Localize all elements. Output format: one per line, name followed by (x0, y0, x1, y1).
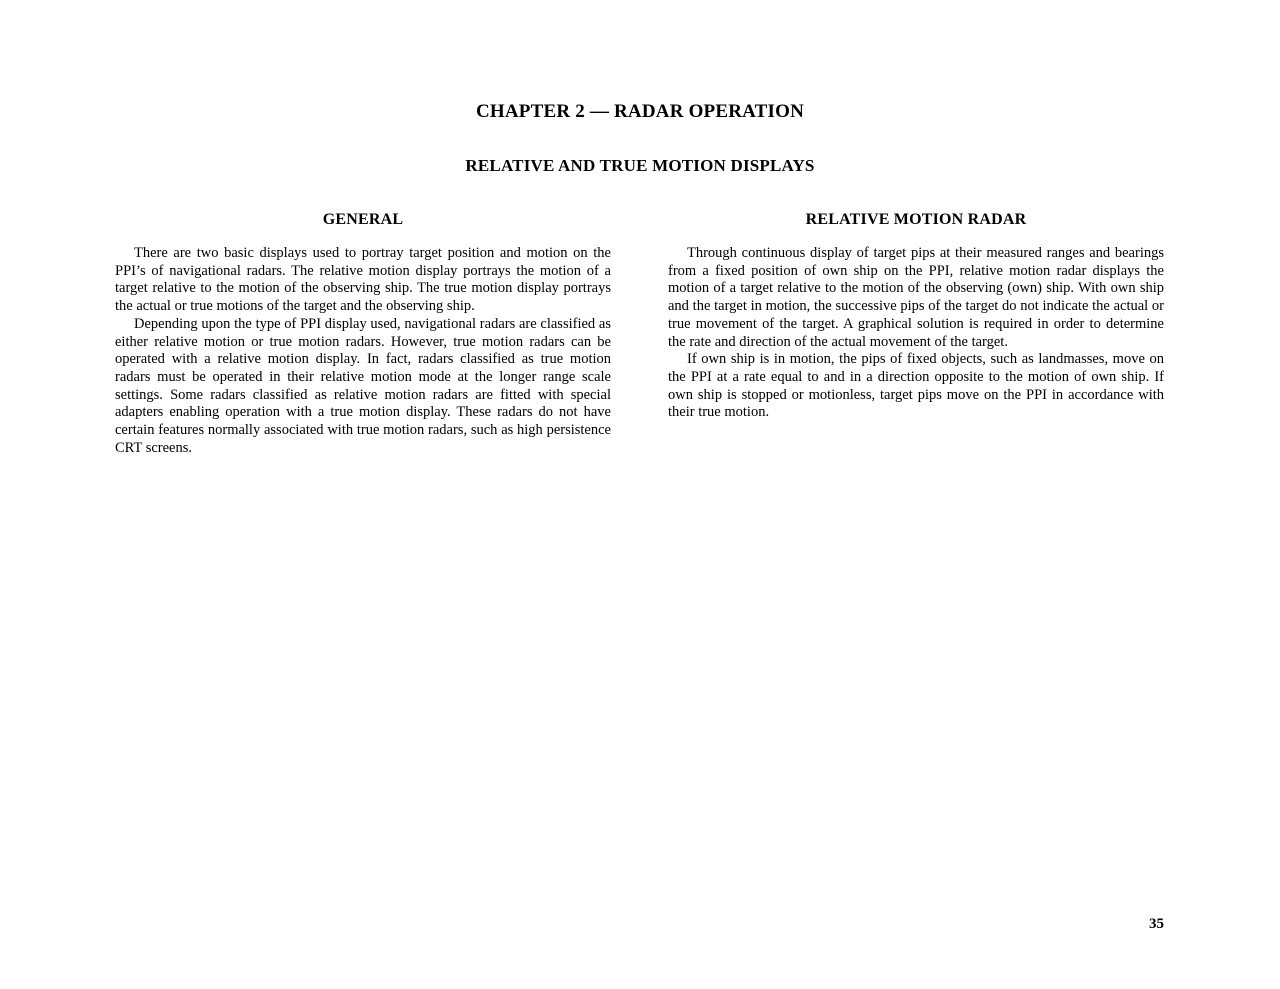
column-relative-motion-radar (668, 211, 1164, 457)
paragraph: There are two basic displays used to portray target position and motion on the PPI’s of navigational radars. The relative motion display portrays the motion of a target relative to the motion of the observing ship. The true motion display portrays the actual or true motions of the target and the observing ship. (115, 245, 611, 315)
paragraph: If own ship is in motion, the pips of fixed objects, such as landmasses, move on the PPI at a rate equal to and in a direction opposite to the motion of own ship. If own ship is stopped or motionless, target pips move on the PPI in accordance with their true motion. (668, 351, 1164, 421)
column-heading-general: GENERAL (322, 211, 404, 228)
chapter-title: CHAPTER 2 — RADAR OPERATION (475, 101, 805, 122)
section-title: RELATIVE AND TRUE MOTION DISPLAYS (465, 156, 815, 175)
two-column-layout (115, 211, 1164, 457)
paragraph: Depending upon the type of PPI display used, navigational radars are classified as either relative motion or true motion radars. However, true motion radars can be operated with a relative motion display. In fact, radars classified as true motion radars must be operated in their relative motion mode at the longer range scale settings. Some radars classified as relative motion radars are fitted with special adapters enabling operation with a true motion display. These radars do not have certain features normally associated with true motion radars, such as high persistence CRT screens. (115, 315, 611, 456)
page-number: 35 (1149, 916, 1164, 932)
paragraph: Through continuous display of target pips at their measured ranges and bearings from a fixed position of own ship on the PPI, relative motion radar displays the motion of a target relative to the motion of the observing (own) ship. With own ship and the target in motion, the successive pips of the target do not indicate the actual or true movement of the target. A graphical solution is required in order to determine the rate and direction of the actual movement of the target. (668, 245, 1164, 350)
column-heading-relative-motion-radar: RELATIVE MOTION RADAR (805, 211, 1027, 228)
column-general (115, 211, 611, 457)
